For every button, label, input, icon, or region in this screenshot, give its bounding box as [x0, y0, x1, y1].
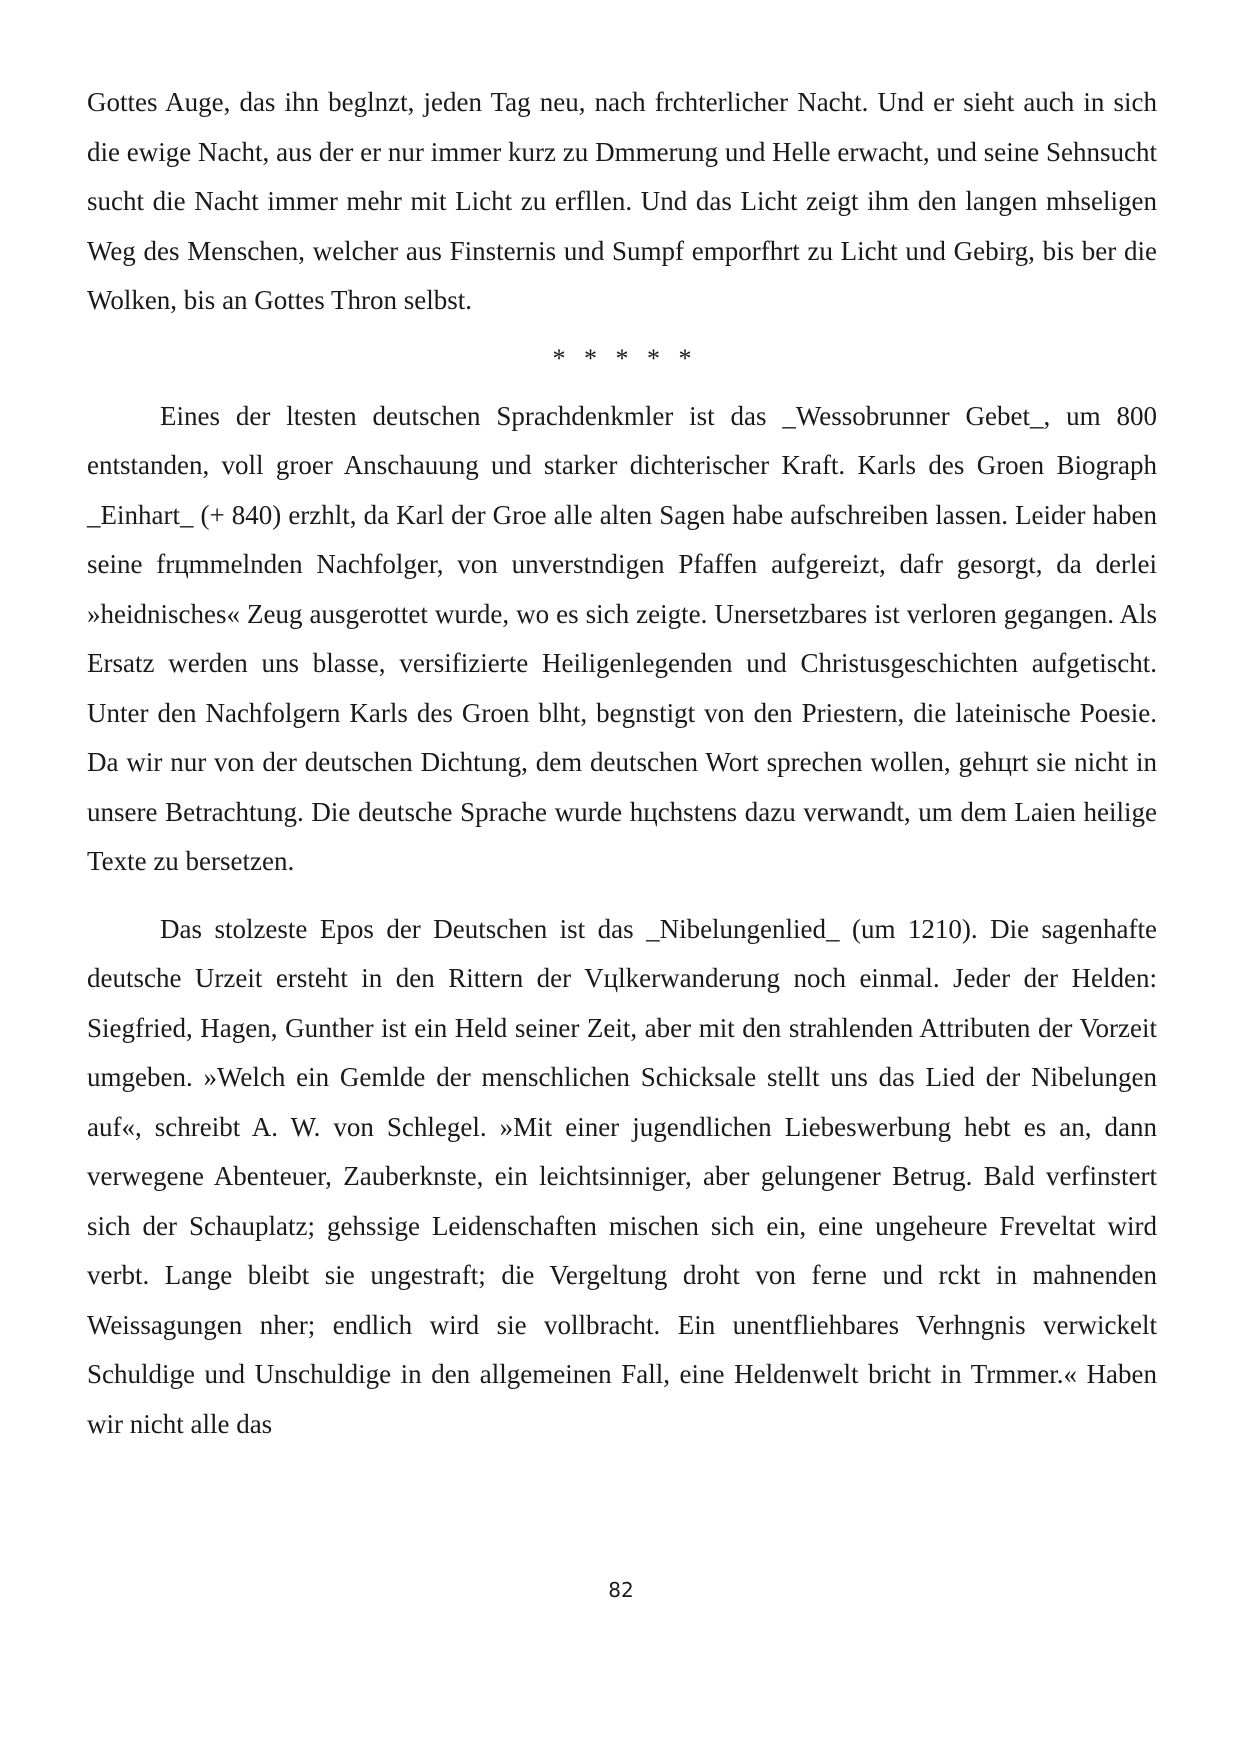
paragraph-3: Das stolzeste Epos der Deutschen ist das _Nibelungenlied_ (um 1210). Die sagenhafte deutsche Urzeit ersteht in den Rittern der Vцlkerwanderung noch einmal. Jeder der Helden: Siegfried, Hagen, Gunther ist ein Held seiner Zeit, aber mit den strahlenden Attributen der Vorzeit umgeben. »Welch ein Gemlde der menschlichen Schicksale stellt uns das Lied der Nibelungen auf«, schreibt A. W. von Schlegel. »Mit einer jugendlichen Liebeswerbung hebt es an, dann verwegene Abenteuer, Zauberknste, ein leichtsinniger, aber gelungener Betrug. Bald verfinstert sich der Schauplatz; gehssige Leidenschaften mischen sich ein, eine ungeheure Freveltat wird verbt. Lange bleibt sie ungestraft; die Vergeltung droht von ferne und rckt in mahnenden Weissagungen nher; endlich wird sie vollbracht. Ein unentfliehbares Verhngnis verwickelt Schuldige und Unschuldige in den allgemeinen Fall, eine Heldenwelt bricht in Trmmer.« Haben wir nicht alle das [87, 913, 1157, 1439]
paragraph-1: Gottes Auge, das ihn beglnzt, jeden Tag neu, nach frchterlicher Nacht. Und er sieht auch in sich die ewige Nacht, aus der er nur immer kurz zu Dmmerung und Helle erwacht, und seine Sehnsucht sucht die Nacht immer mehr mit Licht zu erfllen. Und das Licht zeigt ihm den langen mhseligen Weg des Menschen, welcher aus Finsternis und Sumpf emporfhrt zu Licht und Gebirg, bis ber die Wolken, bis an Gottes Thron selbst. [87, 87, 1157, 315]
paragraph-2: Eines der ltesten deutschen Sprachdenkmler ist das _Wessobrunner Gebet_, um 800 entstanden, voll groer Anschauung und starker dichterischer Kraft. Karls des Groen Biograph _Einhart_ (+ 840) erzhlt, da Karl der Groe alle alten Sagen habe aufschreiben lassen. Leider haben seine frцmmelnden Nachfolger, von unverstndigen Pfaffen aufgereizt, dafr gesorgt, da derlei »heidnisches« Zeug ausgerottet wurde, wo es sich zeigte. Unersetzbares ist verloren gegangen. Als Ersatz werden uns blasse, versifizierte Heiligenlegenden und Christusgeschichten aufgetischt. Unter den Nachfolgern Karls des Groen blht, begnstigt von den Priestern, die lateinische Poesie. Da wir nur von der deutschen Dichtung, dem deutschen Wort sprechen wollen, gehцrt sie nicht in unsere Betrachtung. Die deutsche Sprache wurde hцchstens dazu verwandt, um dem Laien heilige Texte zu bersetzen. [87, 400, 1157, 876]
page-number: 82 [608, 1578, 634, 1602]
section-separator: * * * * * [552, 343, 698, 373]
body-text [87, 78, 1157, 1449]
